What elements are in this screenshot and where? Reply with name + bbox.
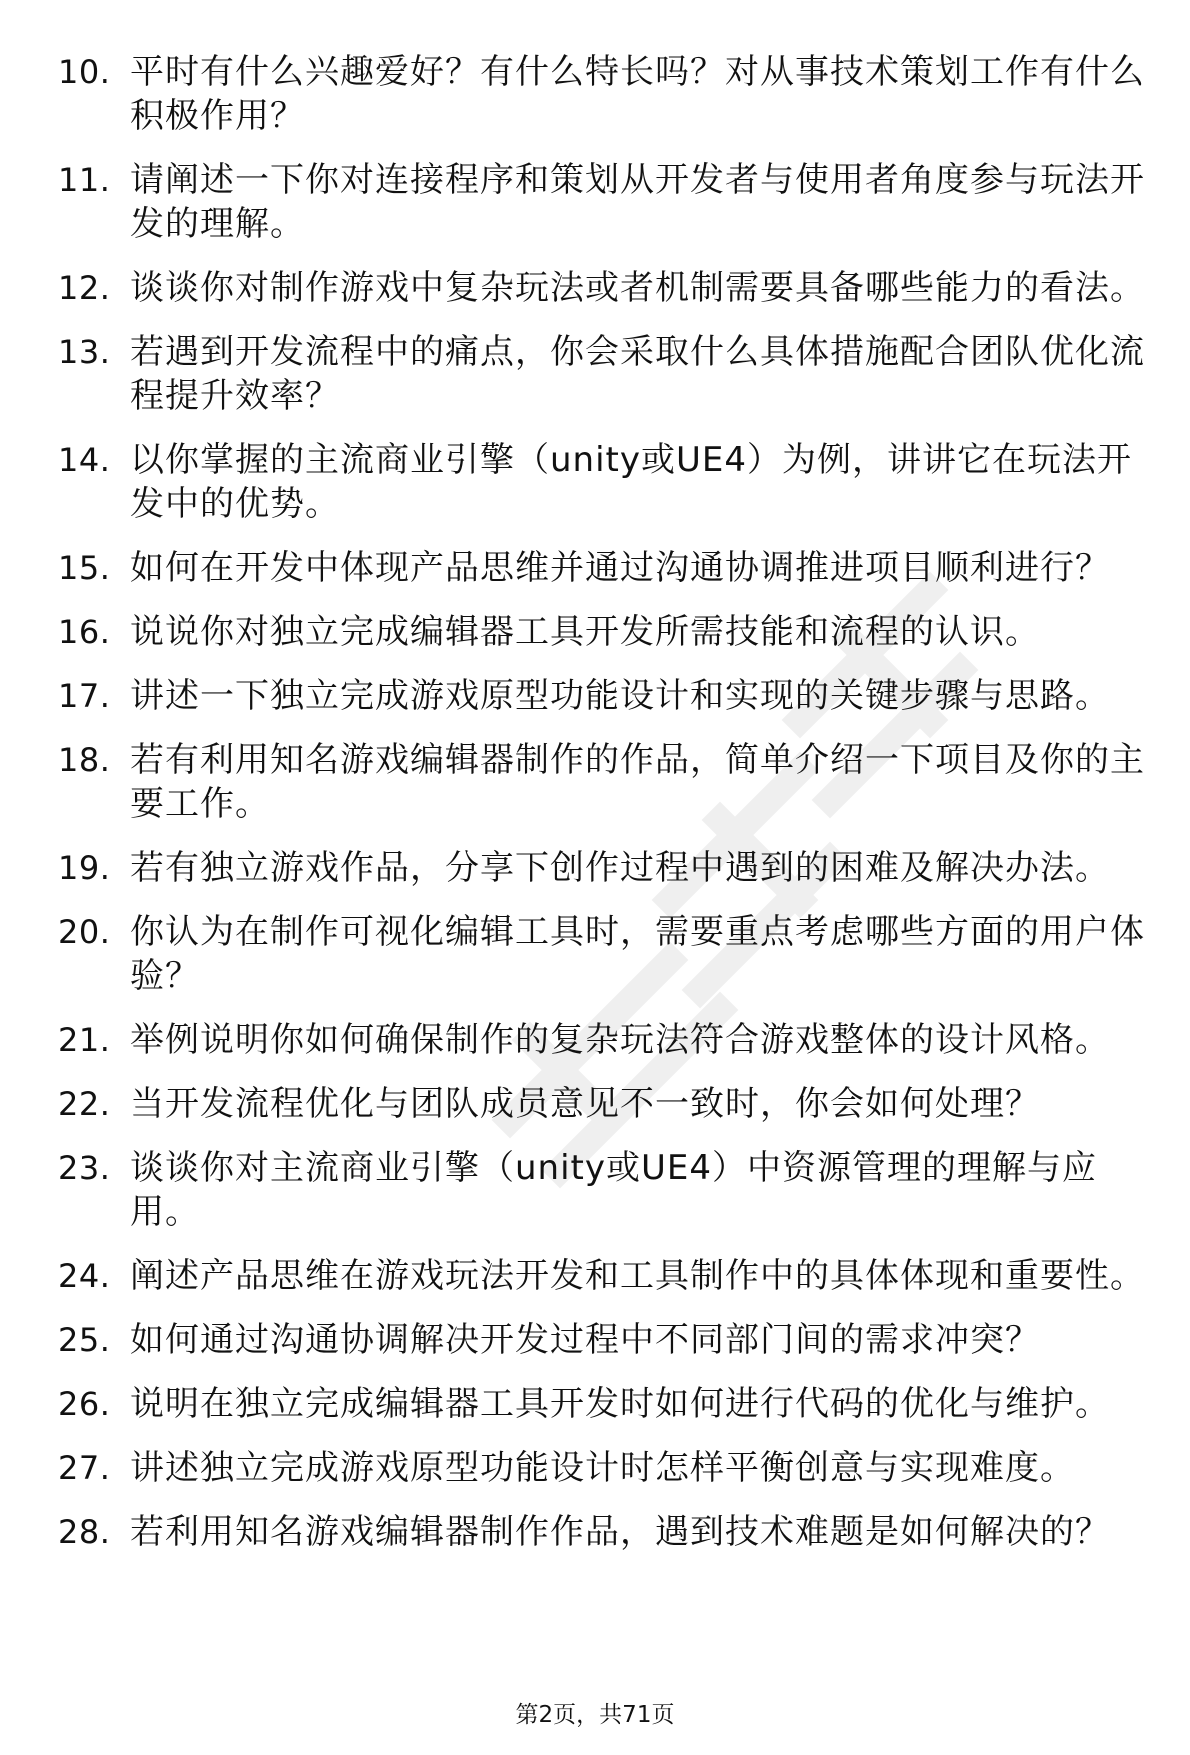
question-number: 12. [58, 269, 111, 307]
page-number-footer: 第2页，共71页 [515, 1702, 675, 1728]
question-item [58, 266, 1148, 310]
question-number: 19. [58, 849, 111, 887]
question-text: 如何通过沟通协调解决开发过程中不同部门间的需求冲突？ [130, 1320, 1040, 1360]
question-item [58, 1510, 1148, 1554]
question-text: 若遇到开发流程中的痛点，你会采取什么具体措施配合团队优化流程提升效率？ [130, 332, 1145, 416]
question-item [58, 610, 1148, 654]
question-number: 17. [58, 677, 111, 715]
question-text: 谈谈你对主流商业引擎（unity或UE4）中资源管理的理解与应用。 [130, 1148, 1097, 1232]
question-item [58, 738, 1148, 826]
question-text: 以你掌握的主流商业引擎（unity或UE4）为例，讲讲它在玩法开发中的优势。 [130, 440, 1132, 524]
question-text: 若有利用知名游戏编辑器制作的作品，简单介绍一下项目及你的主要工作。 [130, 740, 1145, 824]
question-number: 11. [58, 161, 111, 199]
question-item [58, 1318, 1148, 1362]
question-number: 23. [58, 1149, 111, 1187]
question-number: 10. [58, 53, 111, 91]
question-item [58, 910, 1148, 998]
question-text: 讲述独立完成游戏原型功能设计时怎样平衡创意与实现难度。 [130, 1448, 1075, 1488]
question-item [58, 1382, 1148, 1426]
question-list [58, 50, 1148, 1574]
question-item [58, 1254, 1148, 1298]
question-item [58, 330, 1148, 418]
question-text: 阐述产品思维在游戏玩法开发和工具制作中的具体体现和重要性。 [130, 1256, 1145, 1296]
question-number: 20. [58, 913, 111, 951]
question-number: 18. [58, 741, 111, 779]
question-item [58, 50, 1148, 138]
question-text: 若利用知名游戏编辑器制作作品，遇到技术难题是如何解决的？ [130, 1512, 1110, 1552]
question-number: 22. [58, 1085, 111, 1123]
question-text: 讲述一下独立完成游戏原型功能设计和实现的关键步骤与思路。 [130, 676, 1110, 716]
question-item [58, 846, 1148, 890]
question-number: 28. [58, 1513, 111, 1551]
question-item [58, 674, 1148, 718]
question-item [58, 158, 1148, 246]
question-item [58, 1146, 1148, 1234]
question-number: 21. [58, 1021, 111, 1059]
question-text: 举例说明你如何确保制作的复杂玩法符合游戏整体的设计风格。 [130, 1020, 1110, 1060]
question-text: 说说你对独立完成编辑器工具开发所需技能和流程的认识。 [130, 612, 1040, 652]
question-number: 25. [58, 1321, 111, 1359]
question-item [58, 1446, 1148, 1490]
question-text: 你认为在制作可视化编辑工具时，需要重点考虑哪些方面的用户体验？ [130, 912, 1145, 996]
question-item [58, 1082, 1148, 1126]
question-number: 13. [58, 333, 111, 371]
question-number: 15. [58, 549, 111, 587]
question-number: 24. [58, 1257, 111, 1295]
question-item [58, 546, 1148, 590]
question-text: 请阐述一下你对连接程序和策划从开发者与使用者角度参与玩法开发的理解。 [130, 160, 1145, 244]
question-number: 14. [58, 441, 111, 479]
question-text: 若有独立游戏作品，分享下创作过程中遇到的困难及解决办法。 [130, 848, 1110, 888]
question-item [58, 438, 1148, 526]
question-text: 说明在独立完成编辑器工具开发时如何进行代码的优化与维护。 [130, 1384, 1110, 1424]
question-number: 26. [58, 1385, 111, 1423]
question-number: 16. [58, 613, 111, 651]
question-number: 27. [58, 1449, 111, 1487]
question-text: 如何在开发中体现产品思维并通过沟通协调推进项目顺利进行？ [130, 548, 1110, 588]
question-text: 当开发流程优化与团队成员意见不一致时，你会如何处理？ [130, 1084, 1040, 1124]
question-text: 谈谈你对制作游戏中复杂玩法或者机制需要具备哪些能力的看法。 [130, 268, 1145, 308]
question-item [58, 1018, 1148, 1062]
question-text: 平时有什么兴趣爱好？有什么特长吗？对从事技术策划工作有什么积极作用？ [130, 52, 1145, 136]
